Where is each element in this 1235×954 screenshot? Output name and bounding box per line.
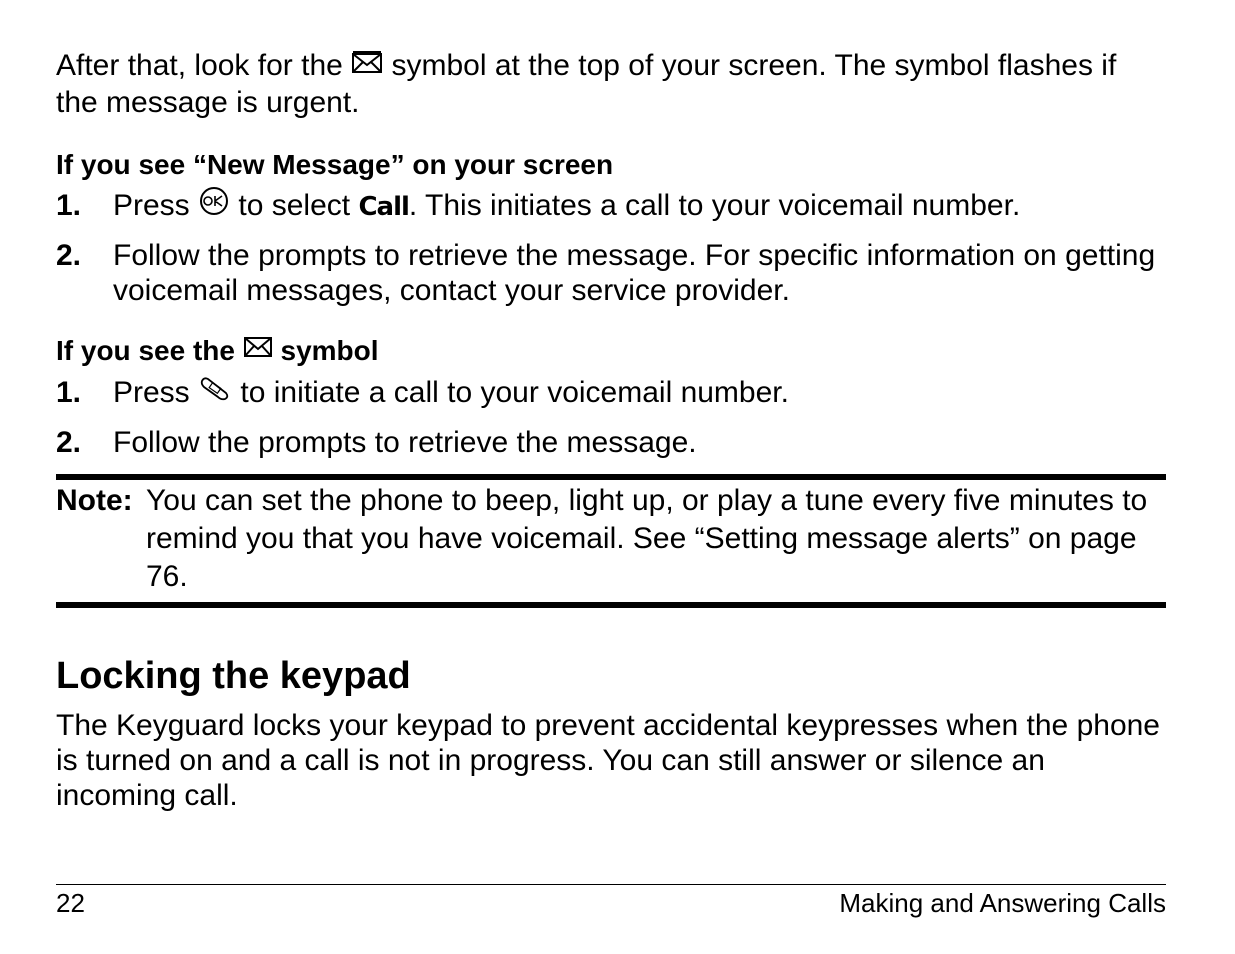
ok-key-icon: [198, 186, 230, 224]
step-text-before: Press: [113, 188, 199, 222]
step-text: [113, 188, 1166, 226]
note-label: Note:: [56, 484, 133, 518]
step-number: 2.: [56, 426, 82, 460]
step-number: 1.: [56, 376, 82, 410]
step-number: 1.: [56, 188, 82, 222]
send-key-icon: [198, 373, 232, 411]
keypad-section-title: Locking the keypad: [56, 655, 411, 698]
chapter-title: Making and Answering Calls: [839, 888, 1166, 918]
intro-text-before: After that, look for the: [56, 49, 352, 82]
note-box: [56, 474, 1166, 608]
step-text: [113, 375, 1166, 413]
keypad-section-text: The Keyguard locks your keypad to prevent accidental keypresses when the phone is turned on and a call is not in progress. You can still answer or silence an incoming call.: [56, 709, 1160, 813]
new-message-heading: If you see “New Message” on your screen: [56, 148, 614, 180]
envelope-icon: [243, 333, 273, 367]
step-text-before: Press: [113, 376, 199, 410]
step-text-after: . This initiates a call to your voicemail number.: [408, 188, 1021, 222]
manual-page: [56, 48, 1166, 813]
step-text: Follow the prompts to retrieve the message. For specific information on getting voicemail messages, contact your service provider.: [113, 238, 1156, 307]
call-key-label: Call: [358, 191, 409, 222]
list-item: [56, 375, 1166, 413]
step-number: 2.: [56, 238, 82, 272]
step-text-middle: to select: [230, 188, 359, 222]
symbol-steps: [56, 375, 1166, 460]
list-item: [56, 188, 1166, 226]
intro-paragraph: [56, 48, 1166, 120]
new-message-steps: [56, 188, 1166, 308]
list-item: [56, 238, 1166, 308]
symbol-heading-before: If you see the: [56, 334, 243, 366]
list-item: [56, 425, 1166, 460]
step-text: Follow the prompts to retrieve the message.: [113, 426, 697, 460]
step-text-after: to initiate a call to your voicemail number.: [232, 376, 789, 410]
note-text: You can set the phone to beep, light up, or play a tune every five minutes to remind you that you have voicemail. See “Setting message alerts” on page 76.: [146, 484, 1148, 594]
envelope-icon: [351, 48, 383, 83]
intro-text-after: symbol at the top of your screen. The symbol flashes if the message is urgent.: [56, 49, 1117, 119]
symbol-heading-after: symbol: [272, 334, 379, 366]
page-number: 22: [56, 888, 85, 918]
symbol-heading: [56, 334, 1166, 370]
page-footer: [56, 884, 1166, 919]
